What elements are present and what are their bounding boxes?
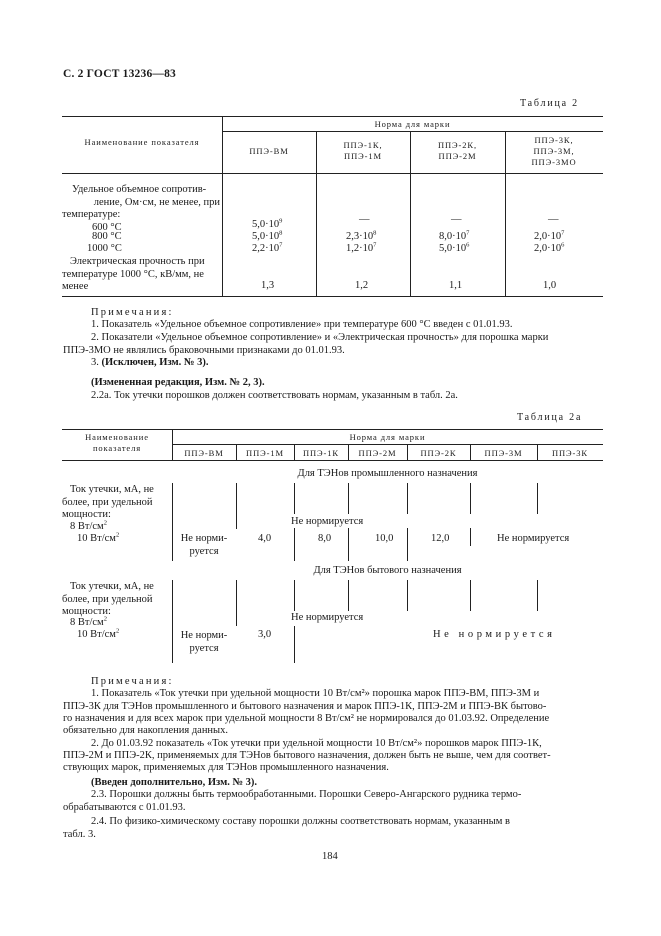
table2-row-resistivity-label: Удельное объемное сопротив- ление, Ом·см, не менее, при температуре: xyxy=(62,184,220,220)
table2-temp-600: 600 °С xyxy=(92,222,122,233)
table2a-mark: ППЭ-2М xyxy=(358,448,397,458)
paragraph-2-2a: 2.2а. Ток утечки порошков должен соответствовать нормам, указанным в табл. 2а. xyxy=(91,390,458,401)
table2-mark-vm: ППЭ-ВМ xyxy=(249,146,289,156)
paragraph-2-4-cont: табл. 3. xyxy=(63,829,96,840)
table2a-mark: ППЭ-2К xyxy=(420,448,457,458)
table2-value: $2,0\cdot 10^7$ xyxy=(534,229,565,242)
table2a-power-8: 8 $Вт/см^2$ xyxy=(70,519,107,532)
table2a-mark: ППЭ-3К xyxy=(551,448,589,458)
table2-label: Таблица 2 xyxy=(520,98,579,109)
table2a-mark: ППЭ-3М xyxy=(484,448,523,458)
page-number: 184 xyxy=(322,851,338,862)
notes2-item2-cont: ППЭ-2М и ППЭ-2К, применяемых для ТЭНов бытового назначения, должен быть не выше, чем для соответ- xyxy=(63,750,551,761)
table2a-not-normed-vm: Не норми- руется xyxy=(180,630,228,654)
notes2-item1-cont: ППЭ-3К для ТЭНов промышленного и бытового назначения и марок ППЭ-1К, ППЭ-2М и ППЭ-ВК бытово- xyxy=(63,701,547,712)
notes1-title: Примечания: xyxy=(91,307,174,318)
table2a-section-household: Для ТЭНов бытового назначения xyxy=(313,565,462,576)
table2a-value: 12,0 xyxy=(431,533,450,544)
table2a-section-industrial: Для ТЭНов промышленного назначения xyxy=(297,468,478,479)
table2-value: 1,2 xyxy=(355,280,369,291)
table2a-row-label: Ток утечки, мА, не более, при удельной мощности: xyxy=(62,581,154,617)
notes1-item1: 1. Показатель «Удельное объемное сопротивление» при температуре 600 °С введен с 01.01.93. xyxy=(91,319,513,330)
page-header: С. 2 ГОСТ 13236—83 xyxy=(63,68,176,80)
notes2-item2: 2. До 01.03.92 показатель «Ток утечки при удельной мощности 10 Вт/см²» порошков марок ППЭ-1К, xyxy=(91,738,542,749)
table2-value: $2,3\cdot 10^8$ xyxy=(346,229,377,242)
table2a-col-indicator: Наименование показателя xyxy=(85,432,149,453)
table2a-not-normed-rest: Не нормируется xyxy=(497,533,570,544)
edition-note: (Измененная редакция, Изм. № 2, 3). xyxy=(91,377,265,388)
paragraph-2-4: 2.4. По физико-химическому составу порошки должны соответствовать нормам, указанным в xyxy=(91,816,510,827)
table2-mark-2k: ППЭ-2К, ППЭ-2М xyxy=(437,140,478,161)
table2a-row-label: Ток утечки, мА, не более, при удельной мощности: xyxy=(62,484,154,520)
table2-mark-1k: ППЭ-1К, ППЭ-1М xyxy=(343,140,383,161)
table2-value: $8,0\cdot 10^7$ xyxy=(439,229,470,242)
table2-value: 1,0 xyxy=(543,280,557,291)
table2a-power-10: 10 $Вт/см^2$ xyxy=(77,627,120,640)
table2-temp-800: 800 °С xyxy=(92,231,122,242)
notes1-item2: 2. Показатели «Удельное объемное сопротивление» и «Электрическая прочность» для порошка марки xyxy=(91,332,549,343)
table2-col-indicator: Наименование показателя xyxy=(84,137,200,147)
table2-value: $5,0\cdot 10^8$ xyxy=(252,229,283,242)
notes1-item2-cont: ППЭ-3МО не являлись браковочными признаками до 01.01.93. xyxy=(63,345,345,356)
table2a-value: 3,0 xyxy=(258,629,272,640)
table2a-not-normed: Не нормируется xyxy=(291,612,364,623)
table2-value: — xyxy=(451,214,462,225)
paragraph-2-3: 2.3. Порошки должны быть термообработанными. Порошки Северо-Ангарского рудника термо- xyxy=(91,789,522,800)
table2-value: $2,2\cdot 10^7$ xyxy=(252,241,283,254)
table2-value: $1,2\cdot 10^7$ xyxy=(346,241,377,254)
paragraph-2-3-cont: обрабатываются с 01.01.93. xyxy=(63,802,186,813)
table2a-value: 10,0 xyxy=(375,533,394,544)
notes1-item3: 3. (Исключен, Изм. № 3). xyxy=(91,357,209,368)
introduced-note: (Введен дополнительно, Изм. № 3). xyxy=(91,777,258,788)
table2a-power-10: 10 $Вт/см^2$ xyxy=(77,531,120,544)
notes2-item1-cont: обязательно для накопления данных. xyxy=(63,725,228,736)
notes2-item1: 1. Показатель «Ток утечки при удельной мощности 10 Вт/см²» порошка марок ППЭ-ВМ, ППЭ-3М и xyxy=(91,688,540,699)
table2-value: — xyxy=(359,214,370,225)
table2a-power-8: 8 $Вт/см^2$ xyxy=(70,615,107,628)
table2-value: $5,0\cdot 10^9$ xyxy=(252,217,283,230)
table2a-not-normed-rest: Не нормируется xyxy=(433,629,556,640)
table2-mark-3k: ППЭ-3К, ППЭ-3М, ППЭ-3МО xyxy=(531,135,577,167)
table2a-mark: ППЭ-1М xyxy=(246,448,284,458)
table2-value: $2,0\cdot 10^6$ xyxy=(534,241,565,254)
table2-temp-1000: 1000 °С xyxy=(87,243,122,254)
notes2-title: Примечания: xyxy=(91,676,174,687)
table2a-mark: ППЭ-1К xyxy=(302,448,340,458)
table2a-mark: ППЭ-ВМ xyxy=(184,448,224,458)
notes2-item2-cont: ствующих марок, применяемых для ТЭНов промышленного назначения. xyxy=(63,762,389,773)
table2a-not-normed-vm: Не норми- руется xyxy=(180,533,228,557)
table2-row-strength-label: Электрическая прочность при температуре 1000 °С, кВ/мм, не менее xyxy=(62,256,205,292)
table2-value: — xyxy=(548,214,559,225)
table2-value: $5,0\cdot 10^6$ xyxy=(439,241,470,254)
table2a-value: 8,0 xyxy=(318,533,332,544)
table2a-value: 4,0 xyxy=(258,533,272,544)
table2-col-norm: Норма для марки xyxy=(374,119,451,129)
table2a-not-normed: Не нормируется xyxy=(291,516,364,527)
table2a-label: Таблица 2а xyxy=(517,412,583,423)
table2a-col-norm: Норма для марки xyxy=(349,432,426,442)
table2-value: 1,1 xyxy=(449,280,463,291)
table2-value: 1,3 xyxy=(261,280,275,291)
notes2-item1-cont: го назначения и для всех марок при удельной мощности 8 Вт/см² не нормировался до 01.03.92. Определение xyxy=(63,713,550,724)
